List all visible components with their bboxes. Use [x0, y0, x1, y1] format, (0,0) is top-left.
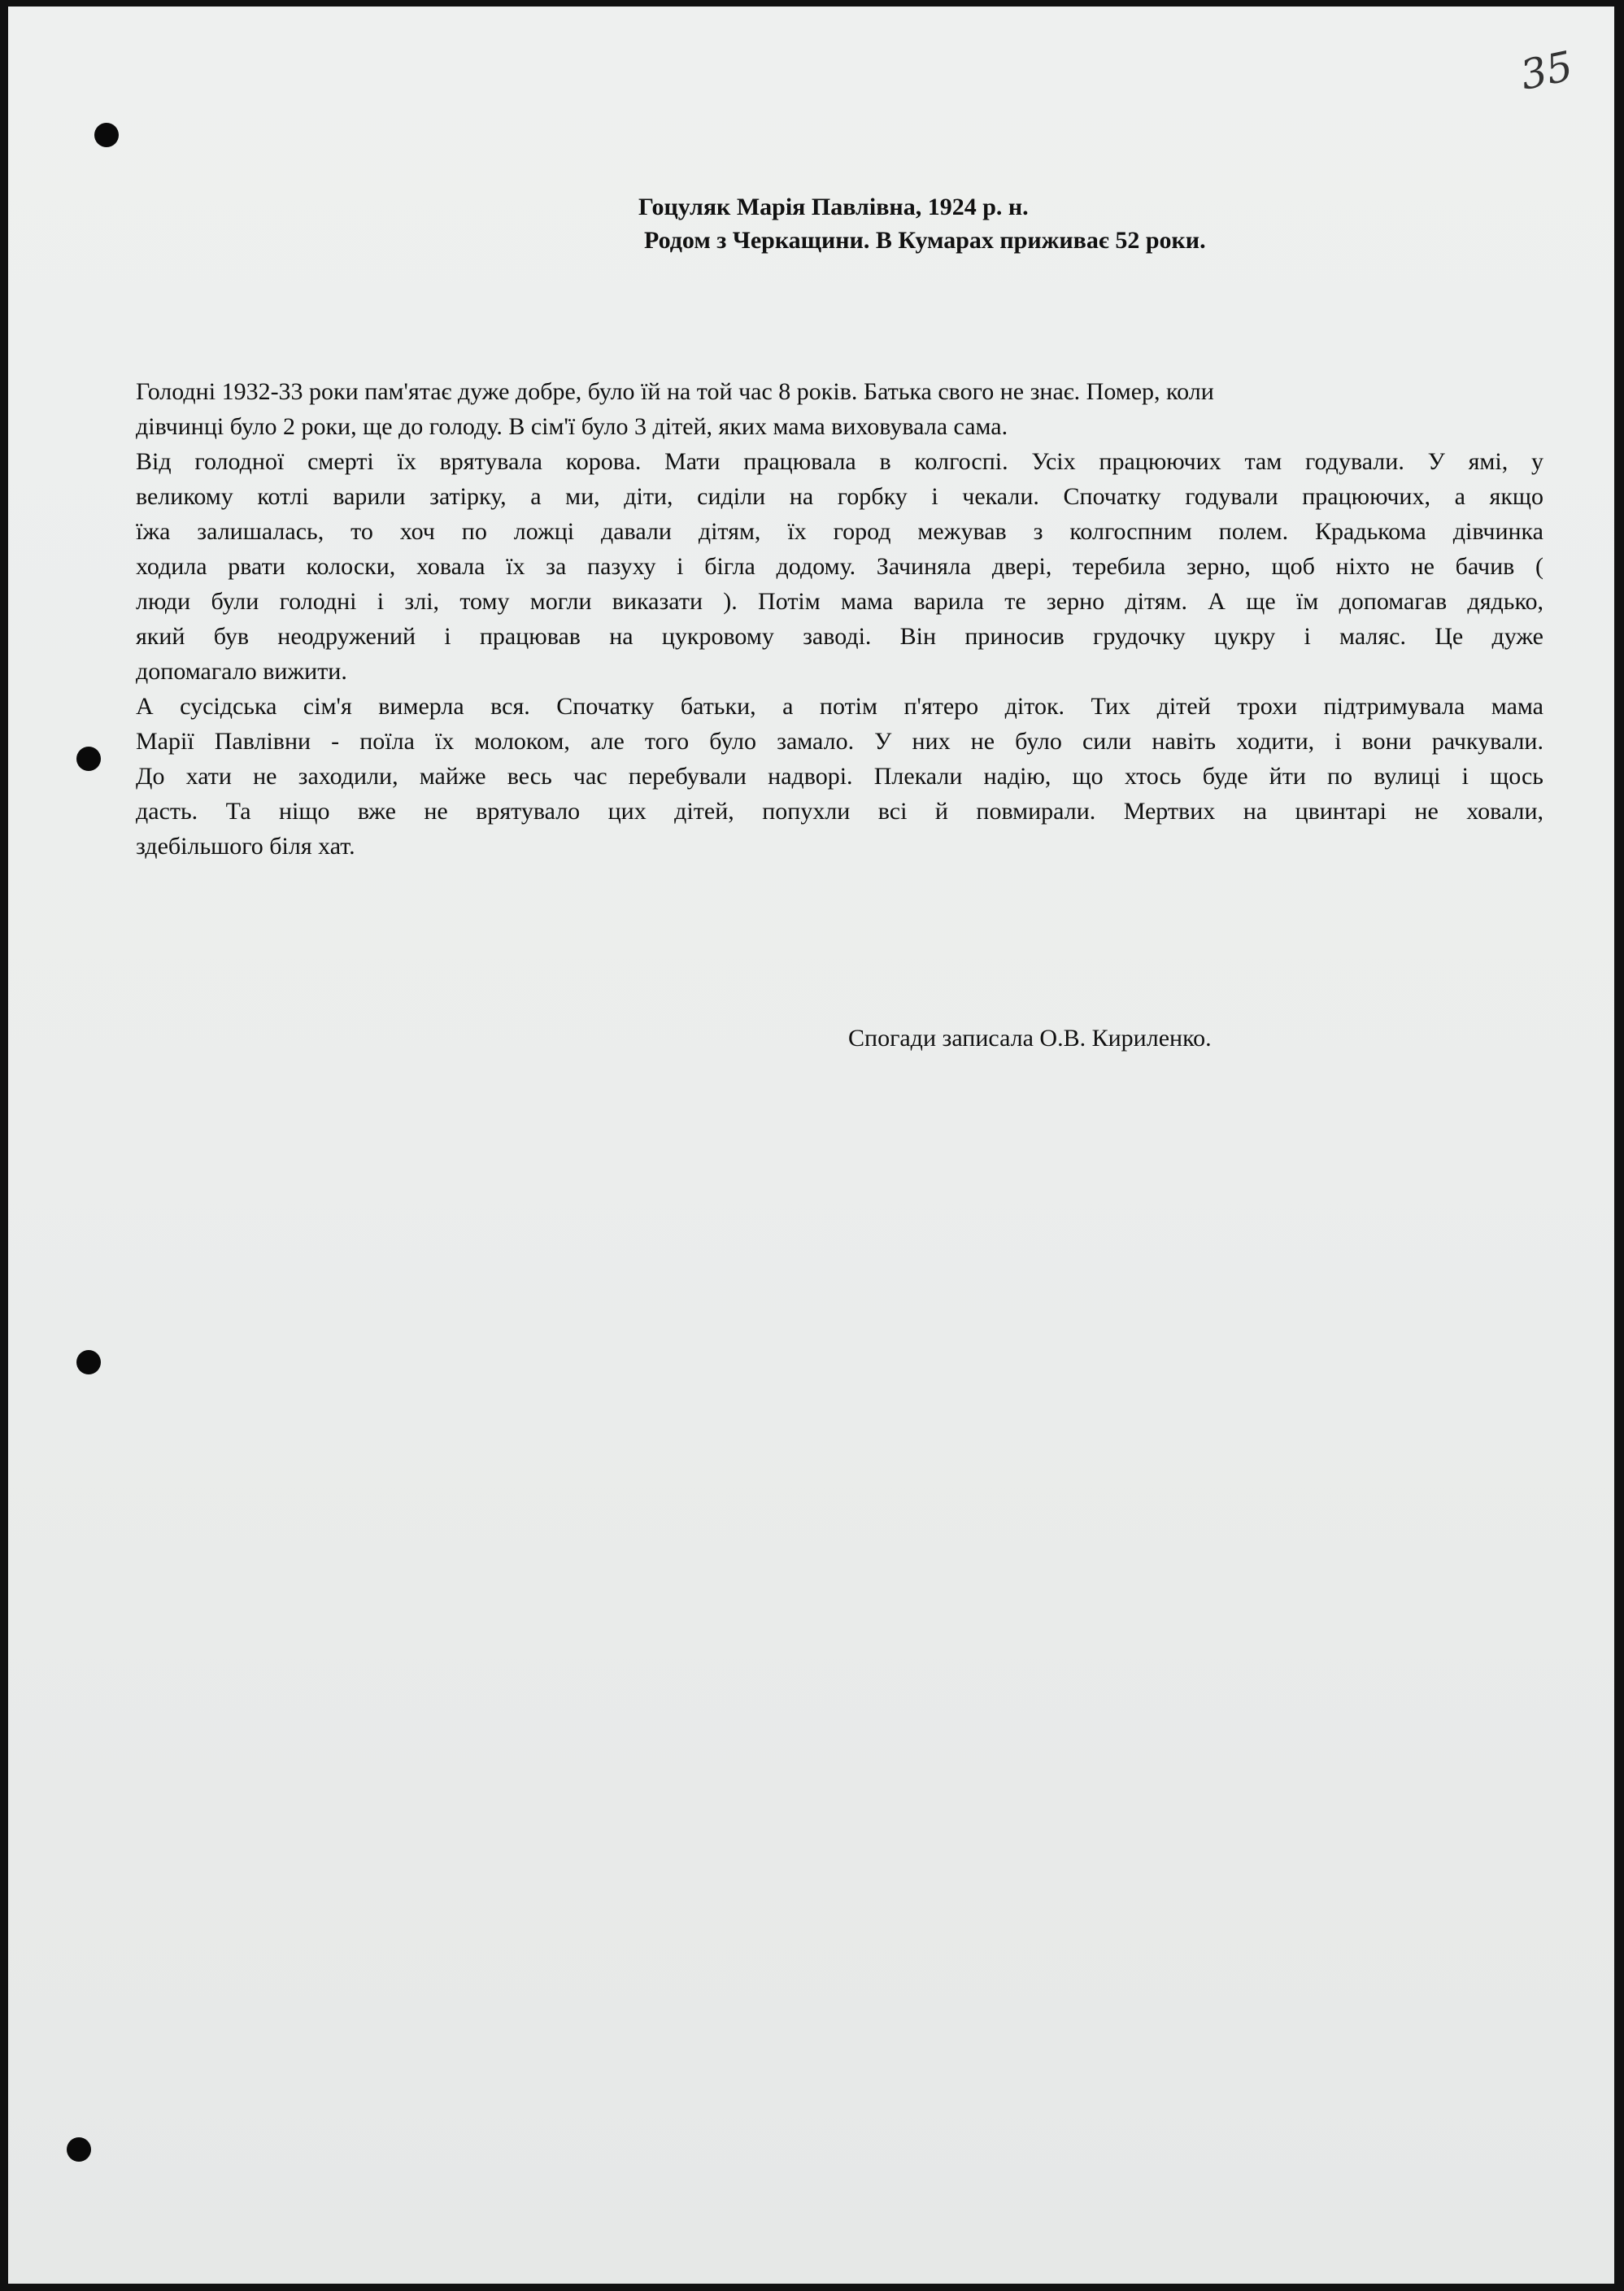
text-line: Від голодної смерті їх врятувала корова. Мати працювала в колгоспі. Усіх працюючих там годували. У ямі, у — [136, 448, 1543, 475]
punch-hole — [76, 1350, 101, 1374]
text-line: допомагало вижити. — [136, 658, 347, 685]
text-line: Голодні 1932-33 роки пам'ятає дуже добре, було їй на той час 8 років. Батька свого не знає. Помер, коли — [136, 378, 1214, 405]
text-line: Марії Павлівни - поїла їх молоком, але того було замало. У них не було сили навіть ходити, і вони рачкували. — [136, 728, 1543, 755]
document-page — [8, 7, 1614, 2284]
text-line: здебільшого біля хат. — [136, 833, 355, 860]
text-line: А сусідська сім'я вимерла вся. Спочатку батьки, а потім п'ятеро діток. Тих дітей трохи підтримувала мама — [136, 693, 1543, 720]
handwritten-page-number: 35 — [1516, 42, 1577, 99]
text-line: їжа залишалась, то хоч по ложці давали дітям, їх город межував з колгоспним полем. Крадькома дівчинка — [136, 518, 1543, 545]
text-line: великому котлі варили затірку, а ми, діти, сиділи на горбку і чекали. Спочатку годували працюючих, а якщо — [136, 483, 1543, 510]
punch-hole — [94, 123, 119, 147]
text-line: дасть. Та ніщо вже не врятувало цих дітей, попухли всі й повмирали. Мертвих на цвинтарі не ховали, — [136, 798, 1543, 825]
punch-hole — [76, 747, 101, 771]
text-line: До хати не заходили, майже весь час перебували надворі. Плекали надію, що хтось буде йти по вулиці і щось — [136, 763, 1543, 790]
testimony-text — [136, 374, 1543, 864]
text-line: люди були голодні і злі, тому могли виказати ). Потім мама варила те зерно дітям. А ще їм допомагав дядько, — [136, 588, 1543, 615]
punch-hole — [67, 2137, 91, 2162]
header-origin: Родом з Черкащини. В Кумарах приживає 52 роки. — [644, 227, 1206, 254]
text-line: дівчинці було 2 роки, ще до голоду. В сім'ї було 3 дітей, яких мама виховувала сама. — [136, 413, 1008, 440]
text-line: який був неодружений і працював на цукровому заводі. Він приносив грудочку цукру і маляс. Це дуже — [136, 623, 1543, 650]
header-name: Гоцуляк Марія Павлівна, 1924 р. н. — [638, 194, 1029, 220]
text-line: ходила рвати колоски, ховала їх за пазуху і бігла додому. Зачиняла двері, теребила зерно, щоб ніхто не бачив ( — [136, 553, 1543, 580]
signature-line: Спогади записала О.В. Кириленко. — [848, 1025, 1212, 1052]
